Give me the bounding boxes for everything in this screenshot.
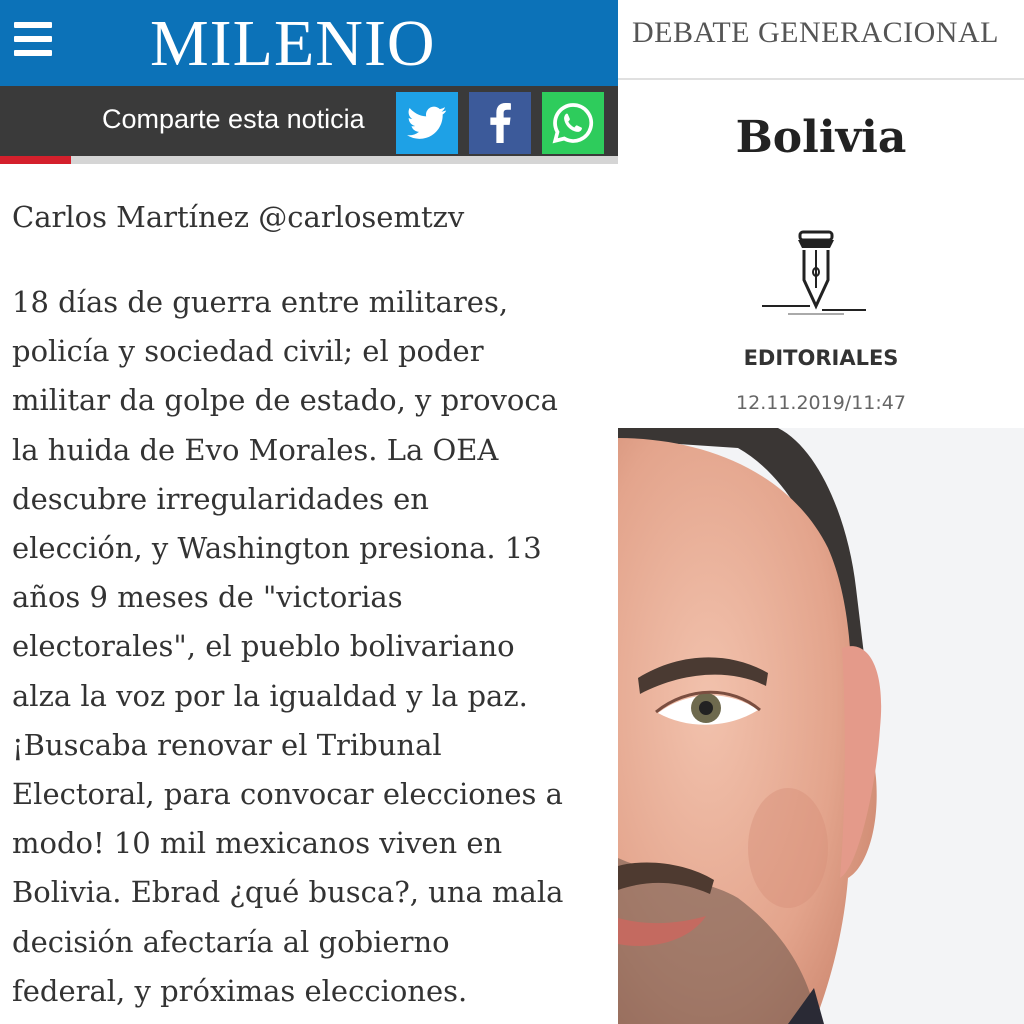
article-body-line: la huida de Evo Morales. La OEA	[12, 432, 499, 467]
reading-progress-fill	[0, 156, 71, 164]
article-body-line: ¡Buscaba renovar el Tribunal	[12, 727, 442, 762]
article-body-line: años 9 meses de "victorias	[12, 580, 403, 615]
facebook-icon	[488, 103, 512, 143]
article-body-line: decisión afectaría al gobierno	[12, 924, 450, 959]
article-body-line: descubre irregularidades en	[12, 481, 429, 516]
article-body-line: elección, y Washington presiona. 13	[12, 531, 542, 566]
share-bar	[0, 86, 618, 156]
facebook-share-button[interactable]	[469, 92, 531, 154]
reading-progress-bar	[0, 156, 618, 164]
article-body-line: modo! 10 mil mexicanos viven en	[12, 826, 503, 861]
site-logo[interactable]: MILENIO	[150, 7, 436, 80]
article-author[interactable]: Carlos Martínez @carlosemtzv	[12, 200, 465, 234]
section-title[interactable]: DEBATE GENERACIONAL	[632, 16, 999, 49]
article-body-line: Bolivia. Ebrad ¿qué busca?, una mala	[12, 875, 564, 910]
twitter-share-button[interactable]	[396, 92, 458, 154]
site-header	[0, 0, 618, 86]
article-body-line: 18 días de guerra entre militares,	[12, 285, 509, 319]
article-body-line: militar da golpe de estado, y provoca	[12, 383, 558, 418]
article-body	[12, 278, 612, 1016]
editorial-panel	[618, 0, 1024, 1024]
publish-date: 12.11.2019/11:47	[736, 392, 906, 414]
whatsapp-share-button[interactable]	[542, 92, 604, 154]
share-label: Comparte esta noticia	[102, 104, 365, 134]
article-body-line: alza la voz por la igualdad y la paz.	[12, 678, 528, 713]
article-title: Bolivia	[735, 112, 907, 163]
article-body-line: electorales", el pueblo bolivariano	[12, 629, 515, 664]
divider	[618, 78, 1024, 80]
article-body-line: policía y sociedad civil; el poder	[12, 334, 484, 369]
category-link[interactable]: EDITORIALES	[743, 346, 899, 370]
article-body-line: federal, y próximas elecciones.	[12, 973, 468, 1008]
twitter-icon	[407, 106, 447, 140]
pen-nib-icon	[758, 228, 868, 322]
article-body-line: Electoral, para convocar elecciones a	[12, 777, 563, 812]
whatsapp-icon	[550, 100, 596, 146]
menu-icon[interactable]	[14, 22, 52, 56]
author-photo	[618, 428, 1024, 1024]
